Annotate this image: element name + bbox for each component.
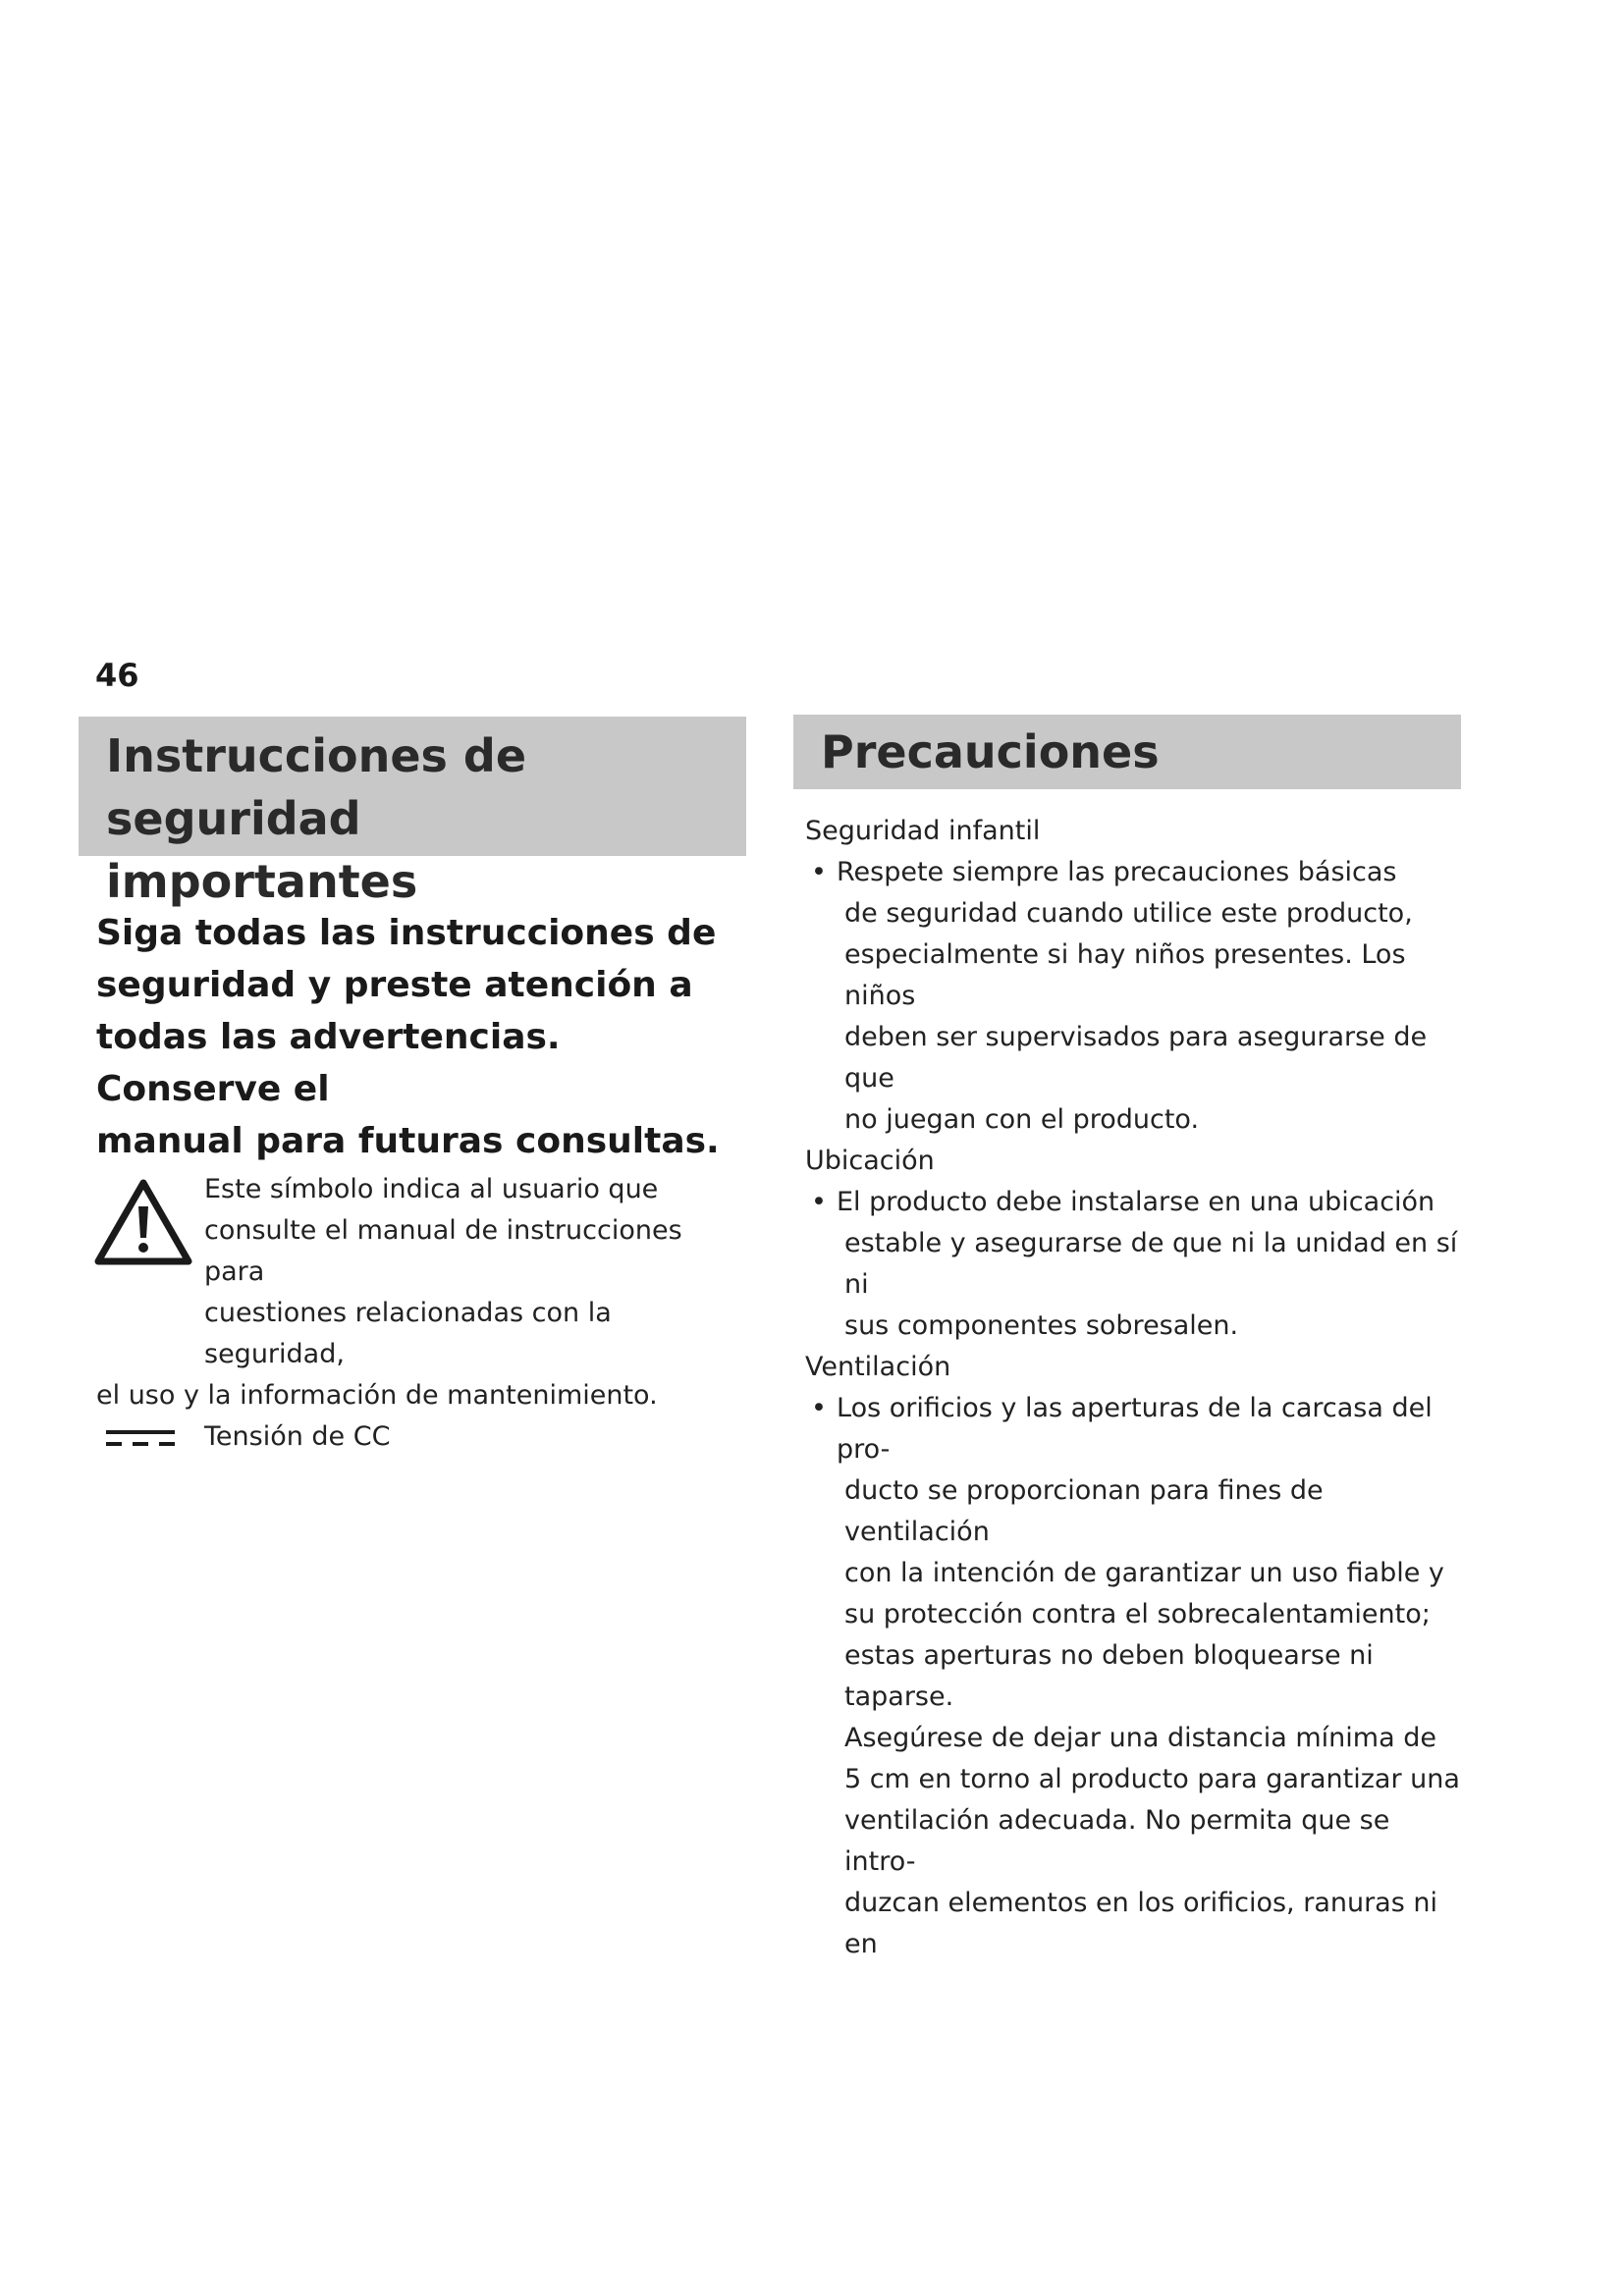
safety-instructions-column: [79, 717, 746, 1458]
text-line: estable y asegurarse de que ni la unidad en sí ni: [844, 1228, 1458, 1300]
page-number: 46: [95, 657, 139, 694]
text-line: 5 cm en torno al producto para garantizar una: [844, 1764, 1460, 1794]
bullet-child-safety: [805, 852, 1461, 1141]
safety-instructions-header: [79, 717, 746, 908]
dc-voltage-icon: [106, 1428, 175, 1450]
text-line: El producto debe instalarse en una ubicación: [837, 1187, 1435, 1217]
lead-line: Siga todas las instrucciones de: [96, 913, 717, 953]
text-line: Los orificios y las aperturas de la carcasa del pro-: [837, 1393, 1433, 1465]
text-line: su protección contra el sobrecalentamiento;: [844, 1599, 1431, 1629]
text-line: especialmente si hay niños presentes. Los niños: [844, 939, 1406, 1011]
section-title-child-safety: Seguridad infantil: [805, 816, 1041, 846]
symbol-text-line: Este símbolo indica al usuario que: [204, 1174, 659, 1204]
dc-voltage-label: Tensión de CC: [204, 1421, 391, 1452]
symbol-text-line: consulte el manual de instrucciones para: [204, 1215, 682, 1287]
text-line: deben ser supervisados para asegurarse de que: [844, 1022, 1428, 1094]
header-line-2: importantes: [106, 855, 418, 908]
precautions-header: Precauciones: [793, 715, 1461, 789]
lead-paragraph: [79, 907, 746, 1167]
symbol-text-line: el uso y la información de mantenimiento.: [96, 1380, 658, 1411]
lead-line: todas las advertencias. Conserve el: [96, 1017, 561, 1109]
bullet-dot: •: [811, 1187, 827, 1217]
warning-triangle-icon: [94, 1179, 192, 1265]
header-line-1: Instrucciones de seguridad: [106, 729, 527, 845]
lead-line: seguridad y preste atención a: [96, 965, 693, 1005]
lead-line: manual para futuras consultas.: [96, 1121, 720, 1161]
text-line: duzcan elementos en los orificios, ranuras ni en: [844, 1888, 1437, 1959]
precautions-column: [793, 715, 1461, 1965]
bullet-ventilation: [805, 1388, 1461, 1965]
bullet-dot: •: [811, 1393, 827, 1423]
text-line: con la intención de garantizar un uso fiable y: [844, 1558, 1444, 1588]
text-line: sus componentes sobresalen.: [844, 1310, 1239, 1341]
section-title-ventilation: Ventilación: [805, 1352, 951, 1382]
text-line: ducto se proporcionan para fines de ventilación: [844, 1475, 1324, 1547]
bullet-location: [805, 1182, 1461, 1347]
precautions-body: [793, 811, 1461, 1965]
warning-symbol-explanation: [79, 1169, 746, 1416]
bullet-dot: •: [811, 857, 827, 887]
text-line: Respete siempre las precauciones básicas: [837, 857, 1397, 887]
text-line: ventilación adecuada. No permita que se intro-: [844, 1805, 1390, 1877]
text-line: Asegúrese de dejar una distancia mínima de: [844, 1723, 1436, 1753]
text-line: de seguridad cuando utilice este producto,: [844, 898, 1413, 929]
text-line: no juegan con el producto.: [844, 1104, 1200, 1135]
symbol-text-line: cuestiones relacionadas con la seguridad,: [204, 1298, 612, 1369]
section-title-location: Ubicación: [805, 1146, 935, 1176]
dc-voltage-row: [79, 1416, 746, 1458]
text-line: estas aperturas no deben bloquearse ni taparse.: [844, 1640, 1374, 1712]
